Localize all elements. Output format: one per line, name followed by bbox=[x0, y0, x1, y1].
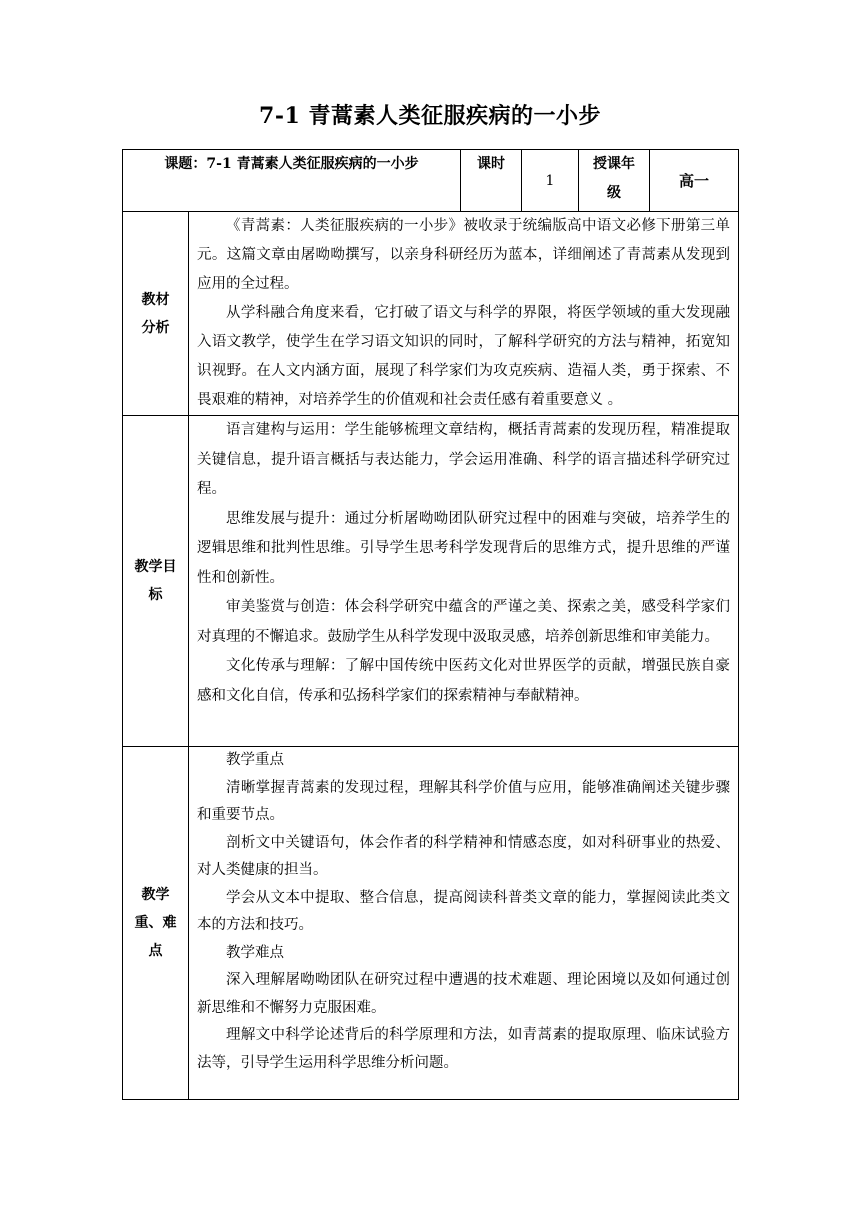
goals-paragraph: 思维发展与提升：通过分析屠呦呦团队研究过程中的困难与突破，培养学生的逻辑思维和批判性思维。引导学生思考科学发现背后的思维方式，提升思维的严谨性和创新性。 bbox=[197, 510, 731, 586]
keypoints-paragraph: 剖析文中关键语句，体会作者的科学精神和情感态度，如对科研事业的热爱、对人类健康的担当。 bbox=[197, 834, 731, 878]
analysis-label bbox=[123, 212, 189, 416]
grade-label-line1: 授课年 bbox=[593, 156, 636, 172]
analysis-label-line2: 分析 bbox=[141, 319, 170, 336]
goals-label-line2: 标 bbox=[148, 587, 163, 603]
topic-label: 课题：7-1 青蒿素人类征服疾病的一小步 bbox=[123, 150, 461, 212]
keypoints-label-line3: 点 bbox=[148, 943, 163, 959]
goals-row bbox=[123, 416, 739, 747]
keypoints-row bbox=[123, 747, 739, 1100]
grade-label bbox=[579, 150, 650, 212]
analysis-content bbox=[189, 212, 739, 416]
keypoints-paragraph: 学会从文本中提取、整合信息，提高阅读科普类文章的能力，掌握阅读此类文本的方法和技巧。 bbox=[197, 889, 731, 933]
goals-paragraph: 语言建构与运用：学生能够梳理文章结构，概括青蒿素的发现历程，精准提取关键信息，提升语言概括与表达能力，学会运用准确、科学的语言描述科学研究过程。 bbox=[197, 422, 731, 497]
keypoints-label-line1: 教学 bbox=[141, 887, 170, 903]
keypoints-paragraph: 清晰掌握青蒿素的发现过程，理解其科学价值与应用，能够准确阐述关键步骤和重要节点。 bbox=[197, 779, 731, 823]
grade-value: 高一 bbox=[650, 150, 739, 212]
hours-label: 课时 bbox=[461, 150, 522, 212]
analysis-row bbox=[123, 212, 739, 416]
document-title: 7-1 青蒿素人类征服疾病的一小步 bbox=[259, 103, 601, 129]
goals-paragraph: 审美鉴赏与创造：体会科学研究中蕴含的严谨之美、探索之美，感受科学家们对真理的不懈追求。鼓励学生从科学发现中汲取灵感，培养创新思维和审美能力。 bbox=[197, 599, 731, 645]
grade-label-line2: 级 bbox=[607, 185, 622, 201]
keypoints-paragraph: 深入理解屠呦呦团队在研究过程中遭遇的技术难题、理论困境以及如何通过创新思维和不懈努力克服困难。 bbox=[197, 972, 731, 1016]
analysis-paragraph: 从学科融合角度来看，它打破了语文与科学的界限，将医学领域的重大发现融入语文教学，使学生在学习语文知识的同时，了解科学研究的方法与精神，拓宽知识视野。在人文内涵方面，展现了科学家们为攻克疾病、造福人类，勇于探索、不畏艰难的精神，对培养学生的价值观和社会责任感有着重要意义 。 bbox=[197, 305, 731, 408]
goals-content bbox=[189, 416, 739, 747]
keypoints-paragraph: 理解文中科学论述背后的科学原理和方法，如青蒿素的提取原理、临床试验方法等，引导学生运用科学思维分析问题。 bbox=[197, 1027, 731, 1071]
goals-label bbox=[123, 416, 189, 747]
lesson-plan-table bbox=[122, 149, 739, 1100]
keypoints-content bbox=[189, 747, 739, 1100]
goals-paragraph: 文化传承与理解：了解中国传统中医药文化对世界医学的贡献，增强民族自豪感和文化自信，传承和弘扬科学家们的探索精神与奉献精神。 bbox=[197, 658, 731, 704]
goals-label-line1: 教学目 bbox=[134, 559, 177, 575]
keypoints-label-line2: 重、难 bbox=[134, 915, 177, 931]
hours-value: 1 bbox=[522, 150, 579, 212]
keypoints-heading: 教学重点 bbox=[226, 752, 284, 768]
header-row bbox=[123, 150, 739, 212]
analysis-label-line1: 教材 bbox=[141, 291, 170, 308]
keypoints-label bbox=[123, 747, 189, 1100]
difficulties-heading: 教学难点 bbox=[226, 944, 284, 961]
analysis-paragraph: 《青蒿素：人类征服疾病的一小步》被收录于统编版高中语文必修下册第三单元。这篇文章由屠呦呦撰写，以亲身科研经历为蓝本，详细阐述了青蒿素从发现到应用的全过程。 bbox=[197, 218, 731, 292]
